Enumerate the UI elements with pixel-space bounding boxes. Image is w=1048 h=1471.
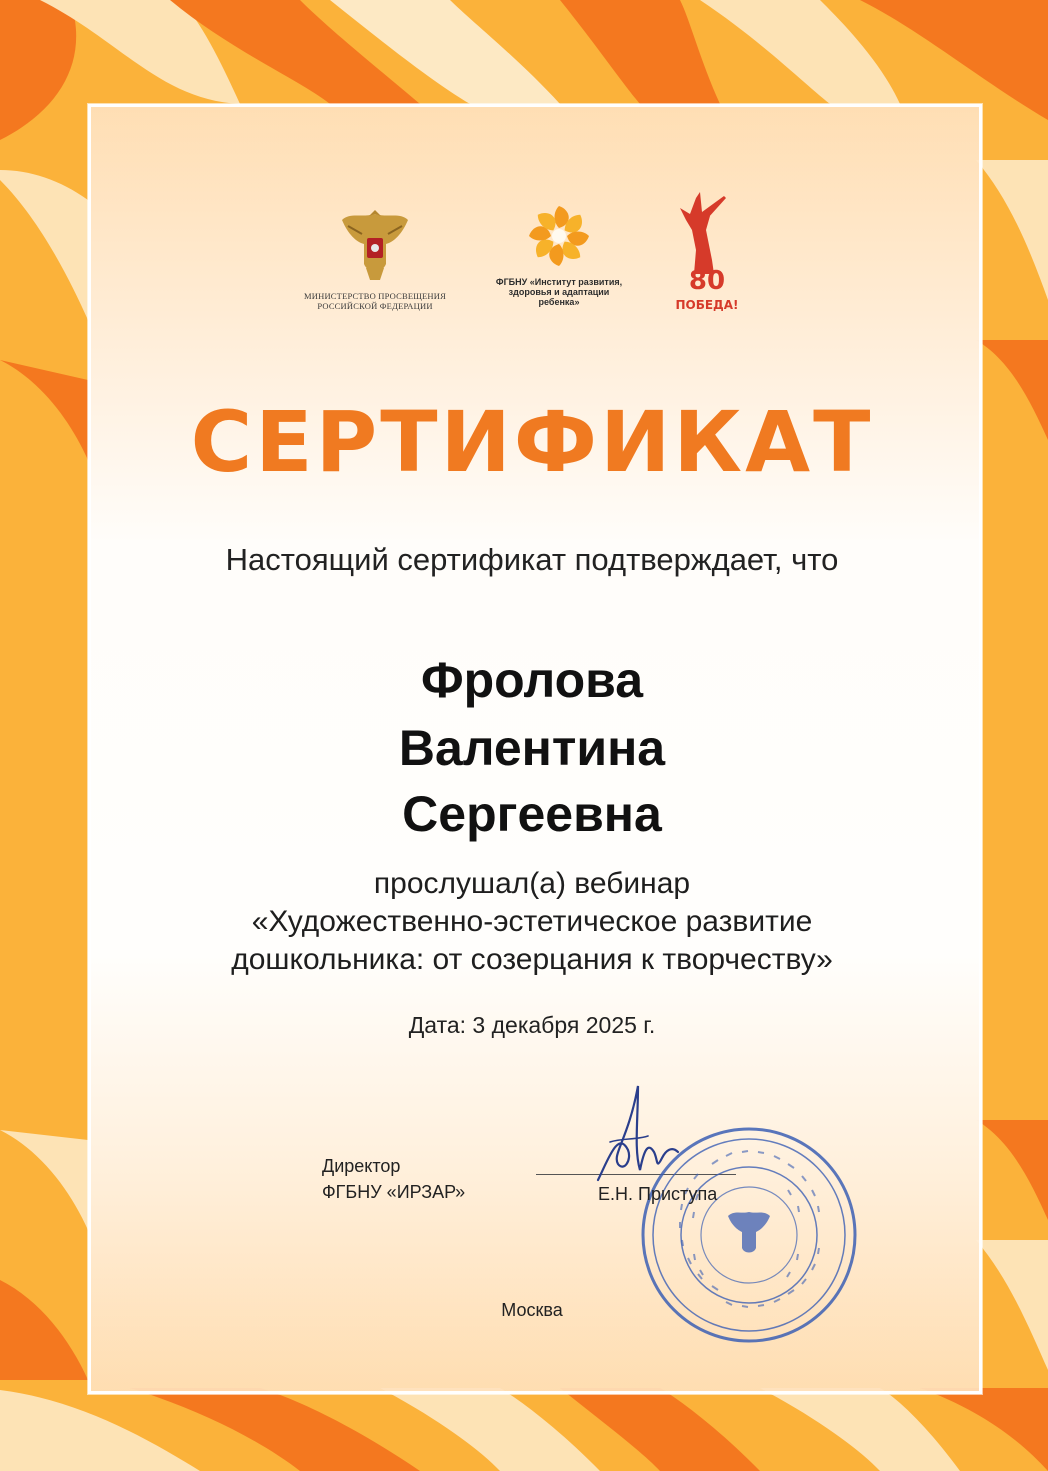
certificate-date: Дата: 3 декабря 2025 г.: [408, 1012, 656, 1038]
attended-text: прослушал(а) вебинар: [373, 867, 691, 900]
eagle-emblem-icon: [340, 204, 410, 286]
webinar-title-line-1: «Художественно-эстетическое развитие: [251, 905, 813, 938]
institute-caption-3: ребенка»: [538, 297, 580, 307]
recipient-first-name: Валентина: [398, 720, 666, 776]
ministry-caption-2: РОССИЙСКОЙ ФЕДЕРАЦИИ: [317, 301, 433, 311]
signer-name: Е.Н. Приступа: [598, 1184, 718, 1204]
institute-caption-2: здоровья и адаптации: [508, 287, 610, 297]
recipient-patronymic: Сергеевна: [402, 786, 662, 842]
signer-position-line-1: Директор: [322, 1156, 401, 1176]
signer-position-line-2: ФГБНУ «ИРЗАР»: [322, 1182, 466, 1202]
ministry-caption-1: МИНИСТЕРСТВО ПРОСВЕЩЕНИЯ: [304, 291, 446, 301]
webinar-title-line-2: дошкольника: от созерцания к творчеству»: [231, 943, 833, 976]
institute-logo: [474, 200, 644, 307]
victory-number: 80: [688, 266, 726, 296]
handwritten-signature-icon: [588, 1080, 688, 1190]
victory-80-logo: [666, 190, 746, 325]
certificate-title: СЕРТИФИКАТ: [190, 393, 874, 491]
victory-text: ПОБЕДА!: [675, 298, 739, 312]
institute-caption-1: ФГБНУ «Институт развития,: [495, 277, 623, 287]
recipient-surname: Фролова: [420, 652, 644, 708]
city-name: Москва: [501, 1300, 563, 1320]
flower-logo-icon: [524, 200, 594, 272]
ministry-logo: [298, 204, 452, 311]
confirm-text: Настоящий сертификат подтверждает, что: [225, 542, 839, 577]
